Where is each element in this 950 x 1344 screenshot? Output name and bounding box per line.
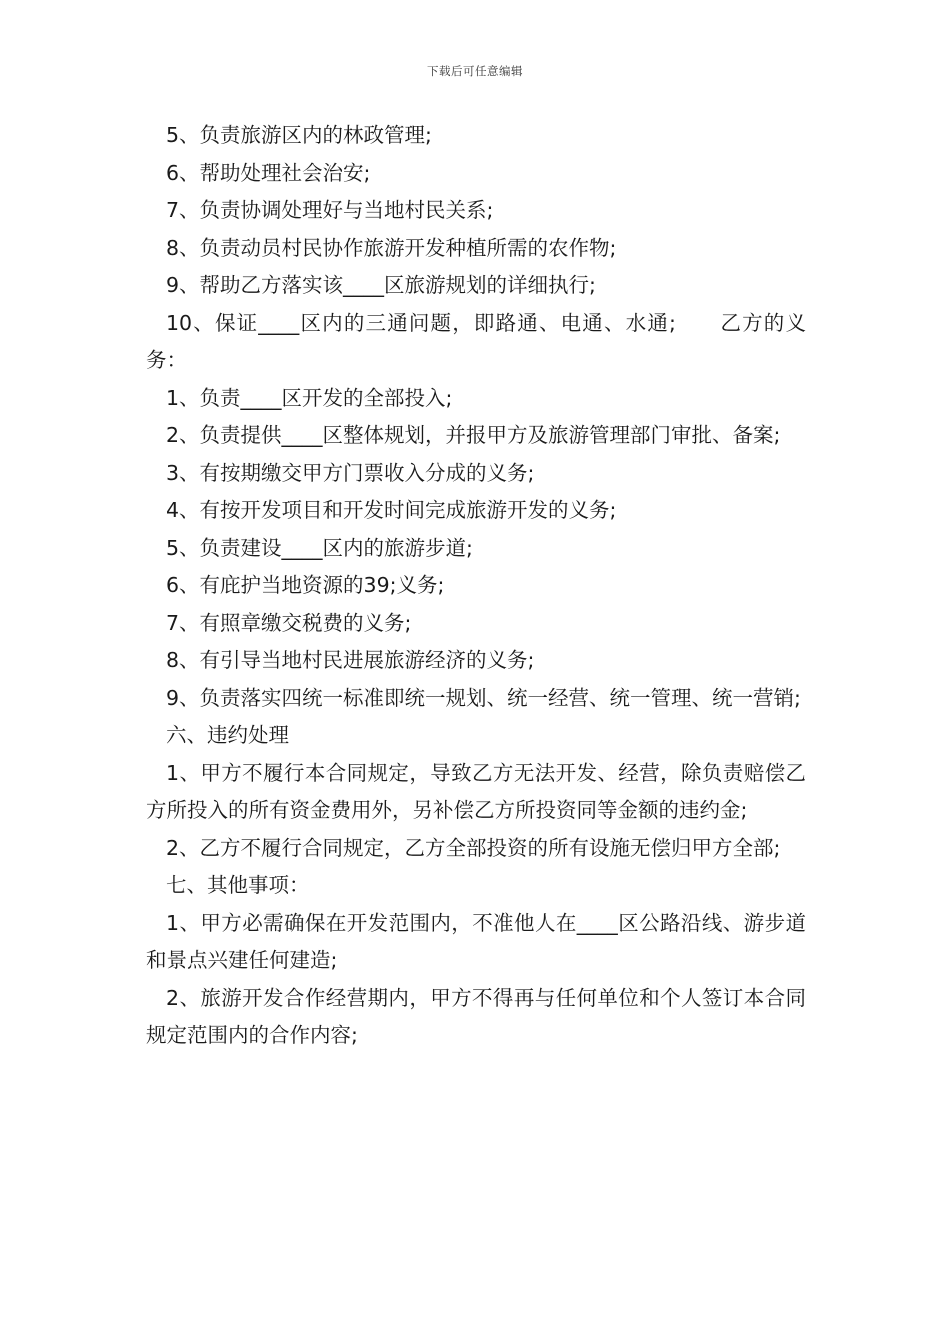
paragraph: 6、帮助处理社会治安; (166, 160, 371, 185)
paragraph: 2、乙方不履行合同规定，乙方全部投资的所有设施无偿归甲方全部; (166, 835, 781, 860)
paragraph: 1、负责____区开发的全部投入; (166, 385, 453, 410)
paragraph: 2、负责提供____区整体规划，并报甲方及旅游管理部门审批、备案; (166, 423, 781, 447)
paragraph: 4、有按开发项目和开发时间完成旅游开发的义务; (166, 498, 617, 522)
header-note: 下载后可任意编辑 (427, 64, 523, 78)
paragraph: 1、甲方不履行本合同规定，导致乙方无法开发、经营，除负责赔偿乙方所投入的所有资金费用外，另补偿乙方所投资同等金额的违约金; (146, 760, 806, 822)
document-body (146, 117, 806, 1055)
paragraph: 9、帮助乙方落实该____区旅游规划的详细执行; (166, 273, 596, 297)
paragraph: 6、有庇护当地资源的39;义务; (166, 573, 445, 597)
paragraph: 5、负责旅游区内的林政管理; (166, 123, 432, 147)
paragraph: 5、负责建设____区内的旅游步道; (166, 535, 473, 560)
paragraph: 10、保证____区内的三通问题，即路通、电通、水通; 乙方的义务： (146, 310, 806, 372)
paragraph: 2、旅游开发合作经营期内，甲方不得再与任何单位和个人签订本合同规定范围内的合作内容; (146, 985, 806, 1047)
paragraph: 7、有照章缴交税费的义务; (166, 610, 412, 635)
paragraph: 1、甲方必需确保在开发范围内，不准他人在____区公路沿线、游步道和景点兴建任何建造; (146, 910, 806, 972)
paragraph: 8、负责动员村民协作旅游开发种植所需的农作物; (166, 235, 617, 260)
paragraph: 9、负责落实四统一标准即统一规划、统一经营、统一管理、统一营销; (166, 685, 801, 710)
paragraph: 3、有按期缴交甲方门票收入分成的义务; (166, 460, 535, 485)
paragraph: 8、有引导当地村民进展旅游经济的义务; (166, 648, 535, 672)
paragraph: 7、负责协调处理好与当地村民关系; (166, 198, 494, 222)
section-heading: 七、其他事项： (166, 873, 310, 897)
section-heading: 六、违约处理 (166, 723, 289, 747)
